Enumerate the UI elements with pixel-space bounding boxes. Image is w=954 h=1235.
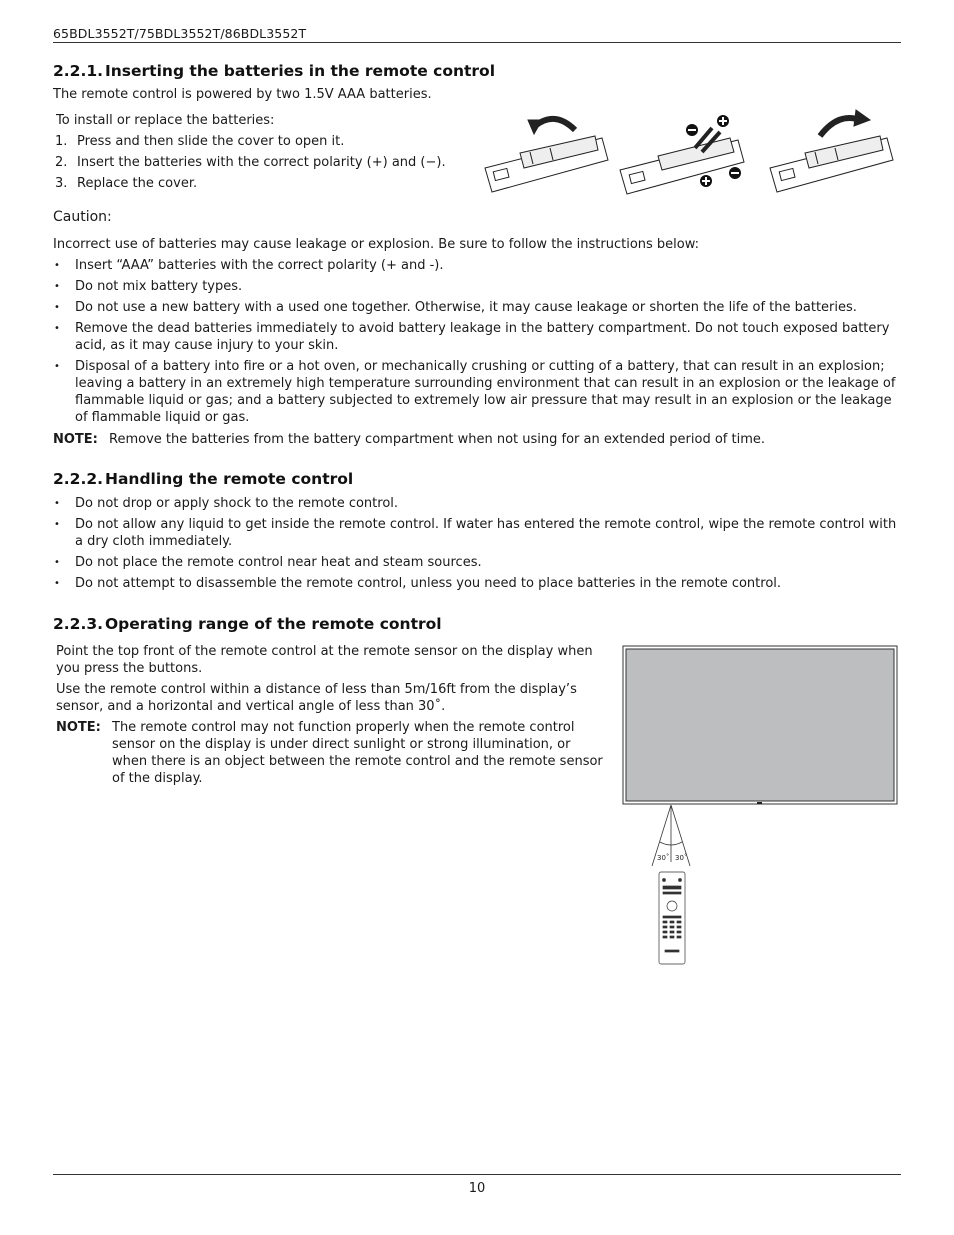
list-item: • Do not attempt to disassemble the remote control, unless you need to place batteries in the remote control.	[53, 575, 903, 592]
step-item: 1. Press and then slide the cover to open it.	[55, 134, 345, 149]
step-item: 3. Replace the cover.	[55, 176, 198, 191]
step-item: 2. Insert the batteries with the correct polarity (+) and (−).	[55, 155, 446, 170]
caution-intro: Incorrect use of batteries may cause leakage or explosion. Be sure to follow the instructions below:	[53, 237, 700, 252]
list-item: • Do not mix battery types.	[53, 278, 903, 295]
section-heading-operating-range	[53, 615, 442, 633]
handling-bullet-list	[53, 495, 903, 596]
batteries-note	[53, 431, 765, 448]
display-panel	[623, 646, 897, 804]
remote-replace-cover-illustration	[770, 110, 893, 192]
battery-install-illustration	[480, 108, 900, 200]
angle-label-left: 30˚	[657, 854, 670, 862]
range-paragraph-aim: Point the top front of the remote control at the remote sensor on the display when you press the buttons.	[56, 644, 593, 676]
list-item: • Insert “AAA” batteries with the correct polarity (+ and -).	[53, 257, 903, 274]
list-item: • Do not use a new battery with a used one together. Otherwise, it may cause leakage or shorten the life of the batteries.	[53, 299, 903, 316]
caution-title: Caution:	[53, 209, 112, 225]
remote-insert-batteries-illustration	[620, 128, 744, 194]
footer-rule	[53, 1174, 901, 1175]
batteries-intro: The remote control is powered by two 1.5V AAA batteries.	[53, 87, 432, 102]
range-paragraph-distance: Use the remote control within a distance of less than 5m/16ft from the display’s sensor, and a horizontal and vertical angle of less than 30˚.	[56, 682, 577, 714]
list-item: • Disposal of a battery into fire or a hot oven, or mechanically crushing or cutting of a battery, that can result in an explosion; leaving a battery in an extremely high temperature surrounding environment that can result in an explosion or the leakage of flammable liquid or gas; and a battery subjected to extremely low air pressure that may result in an explosion or the leakage of flammable liquid or gas.	[53, 358, 903, 426]
plus-icon	[700, 175, 712, 187]
list-item: • Do not allow any liquid to get inside the remote control. If water has entered the remote control, wipe the remote control with a dry cloth immediately.	[53, 516, 903, 550]
section-title: Inserting the batteries in the remote control	[105, 62, 496, 80]
page-number: 10	[468, 1181, 486, 1196]
section-title: Handling the remote control	[105, 470, 354, 488]
header-rule	[53, 42, 901, 43]
angle-label-right: 30˚	[675, 854, 688, 862]
document-header-model: 65BDL3552T/75BDL3552T/86BDL3552T	[53, 26, 307, 41]
range-note	[56, 719, 606, 787]
list-item: • Remove the dead batteries immediately to avoid battery leakage in the battery compartment. Do not touch exposed battery acid, as it may cause injury to your skin.	[53, 320, 903, 354]
caution-bullet-list	[53, 257, 903, 430]
note-label: NOTE:	[56, 720, 101, 735]
plus-icon	[717, 115, 729, 127]
remote-open-cover-illustration	[485, 119, 608, 192]
section-number: 2.2.3.	[53, 615, 104, 633]
section-heading-batteries	[53, 62, 495, 80]
note-text: Remove the batteries from the battery compartment when not using for an extended period of time.	[109, 432, 766, 447]
section-number: 2.2.2.	[53, 470, 104, 488]
list-item: • Do not drop or apply shock to the remote control.	[53, 495, 903, 512]
section-heading-handling	[53, 470, 353, 488]
note-text: The remote control may not function properly when the remote control sensor on the display is under direct sunlight or strong illumination, or when there is an object between the remote control and the remote sensor of the display.	[112, 720, 603, 786]
note-label: NOTE:	[53, 432, 98, 447]
steps-intro: To install or replace the batteries:	[56, 113, 275, 128]
section-number: 2.2.1.	[53, 62, 104, 80]
minus-icon	[729, 167, 741, 179]
section-title: Operating range of the remote control	[105, 615, 442, 633]
battery-steps-list	[55, 133, 446, 196]
minus-icon	[686, 124, 698, 136]
list-item: • Do not place the remote control near heat and steam sources.	[53, 554, 903, 571]
remote-control-icon	[659, 872, 685, 964]
operating-range-illustration	[620, 644, 900, 970]
